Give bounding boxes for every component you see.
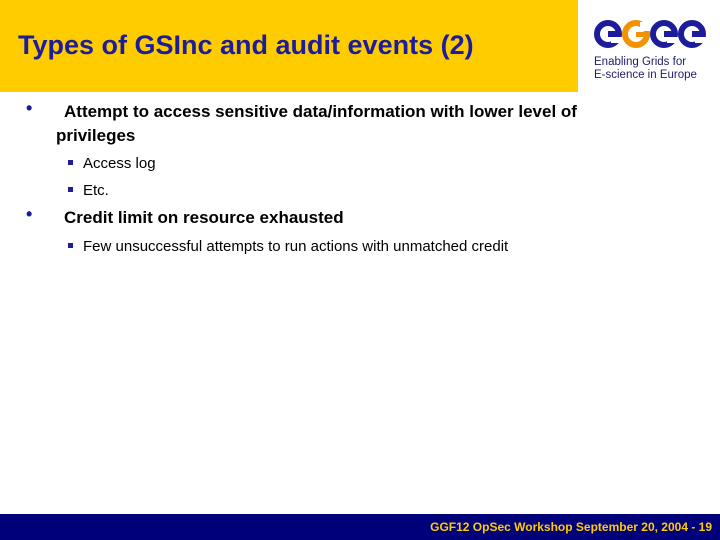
footer-text: GGF12 OpSec Workshop September 20, 2004 - 19 bbox=[430, 520, 712, 534]
footer-bar bbox=[0, 514, 720, 540]
logo-tagline-line1: Enabling Grids for bbox=[594, 56, 687, 68]
square-bullet-icon bbox=[68, 160, 73, 165]
bullet-1-line1: Attempt to access sensitive data/information with lower level of bbox=[64, 102, 577, 121]
bullet-1-line2: privileges bbox=[56, 126, 136, 145]
bullet-2 bbox=[26, 206, 696, 230]
title-bar bbox=[0, 0, 578, 92]
bullet-2-line1: Credit limit on resource exhausted bbox=[64, 208, 344, 227]
square-bullet-icon bbox=[68, 187, 73, 192]
sub-bullet-text: Etc. bbox=[83, 182, 109, 199]
logo-tagline-line2: E-science in Europe bbox=[594, 69, 697, 81]
bullet-dot: • bbox=[26, 204, 33, 224]
sub-bullet-text: Few unsuccessful attempts to run actions with unmatched credit bbox=[83, 238, 509, 255]
sub-bullet-text: Access log bbox=[83, 155, 156, 172]
bullet-dot: • bbox=[26, 98, 33, 118]
logo-tagline bbox=[594, 56, 716, 82]
sub-bullet-2-1 bbox=[68, 238, 508, 255]
slide-title: Types of GSInc and audit events (2) bbox=[18, 30, 474, 60]
sub-bullet-1-2 bbox=[68, 182, 109, 199]
egee-logo-icon bbox=[594, 16, 706, 52]
bullet-1 bbox=[26, 100, 696, 148]
sub-bullet-1-1 bbox=[68, 155, 156, 172]
square-bullet-icon bbox=[68, 243, 73, 248]
